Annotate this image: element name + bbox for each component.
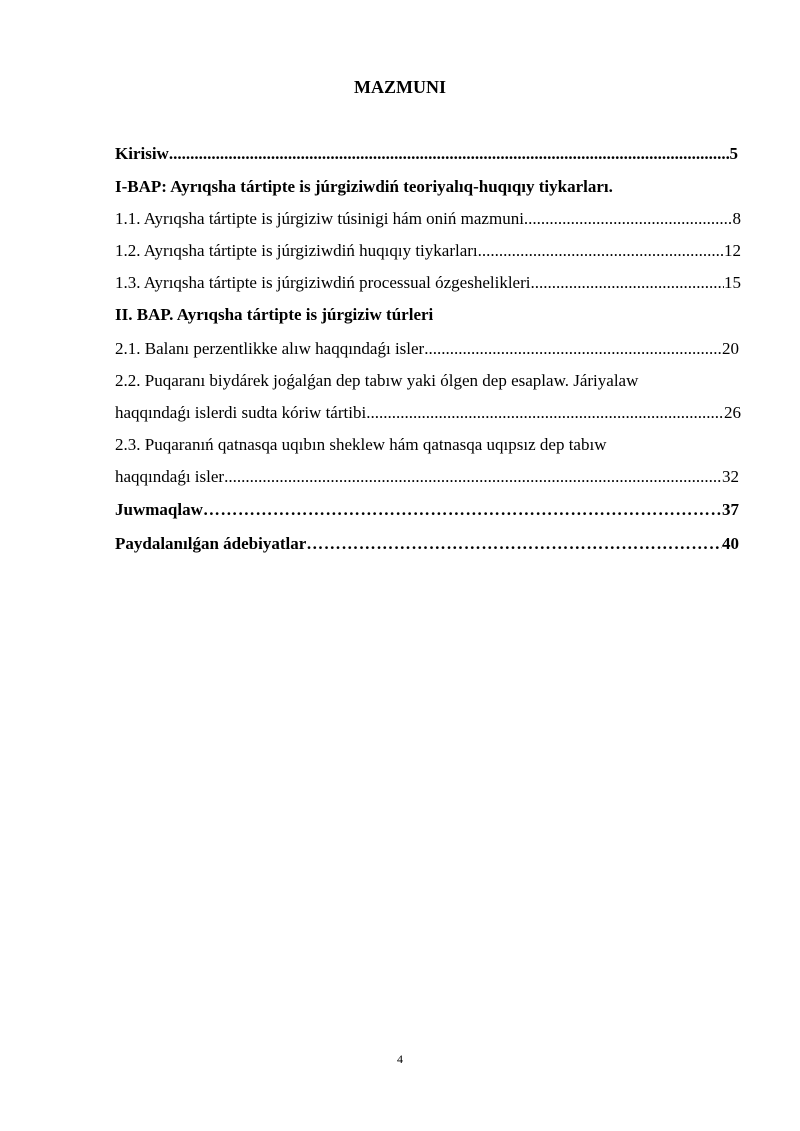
dot-leader: [524, 208, 733, 230]
dot-leader: [424, 338, 722, 360]
toc-entry-2-2-line-1[interactable]: [115, 370, 638, 392]
toc-entry-label: haqqındaǵı islerdi sudta kóriw tártibi: [115, 403, 367, 422]
toc-chapter-2-heading[interactable]: [115, 304, 433, 326]
toc-entry-label: 1.2. Ayrıqsha tártipte is júrgiziwdiń huqıqıy tiykarları: [115, 241, 478, 260]
toc-chapter-1-heading[interactable]: [115, 176, 613, 198]
dot-leader: [478, 240, 724, 262]
toc-entry-page: 5: [729, 144, 738, 163]
toc-entry-2-3-line-1[interactable]: [115, 434, 606, 456]
toc-entry-label: 1.3. Ayrıqsha tártipte is júrgiziwdiń processual ózgeshelikleri: [115, 273, 531, 292]
dot-leader: [366, 402, 724, 424]
toc-entry-label: Kirisiw: [115, 144, 169, 163]
toc-entry-juwmaqlaw[interactable]: [115, 499, 739, 521]
toc-entry-page: 40: [722, 534, 739, 553]
dot-leader: [224, 466, 722, 488]
toc-entry-page: 15: [724, 273, 741, 292]
toc-entry-paydalanilgan-adebiyatlar[interactable]: [115, 533, 739, 555]
toc-entry-label: Paydalanılǵan ádebiyatlar: [115, 534, 307, 553]
toc-entry-page: 20: [722, 339, 739, 358]
toc-entry-page: 32: [722, 467, 739, 486]
toc-entry-label: 1.1. Ayrıqsha tártipte is júrgiziw túsinigi hám oniń mazmuni: [115, 209, 524, 228]
dot-leader: [306, 533, 722, 555]
toc-entry-label: 2.2. Puqaranı biydárek joǵalǵan dep tabıw yaki ólgen dep esaplaw. Járiyalaw: [115, 371, 639, 390]
toc-entry-1-1[interactable]: [115, 208, 741, 230]
toc-entry-label: haqqındaǵı isler: [115, 467, 225, 486]
toc-entry-page: 12: [724, 241, 741, 260]
toc-entry-2-2-line-2[interactable]: [115, 402, 741, 424]
toc-entry-2-3-line-2[interactable]: [115, 466, 739, 488]
toc-entry-1-3[interactable]: [115, 272, 741, 294]
page-number: 4: [397, 1052, 403, 1066]
toc-entry-page: 8: [732, 209, 741, 228]
toc-entry-page: 37: [722, 500, 739, 519]
toc-entry-label: Juwmaqlaw: [115, 500, 203, 519]
toc-entry-kirisiw[interactable]: [115, 143, 738, 165]
toc-entry-label: 2.1. Balanı perzentlikke alıw haqqındaǵı isler: [115, 339, 425, 358]
toc-entry-label: I-BAP: Ayrıqsha tártipte is júrgiziwdiń teoriyalıq-huqıqıy tiykarları.: [115, 177, 613, 196]
toc-entry-label: 2.3. Puqaranıń qatnasqa uqıbın sheklew hám qatnasqa uqıpsız dep tabıw: [115, 435, 607, 454]
page-title: MAZMUNI: [354, 77, 446, 97]
dot-leader: [203, 499, 722, 521]
toc-entry-page: 26: [724, 403, 741, 422]
toc-entry-1-2[interactable]: [115, 240, 741, 262]
toc-entry-2-1[interactable]: [115, 338, 739, 360]
toc-entry-label: II. BAP. Ayrıqsha tártipte is júrgiziw túrleri: [115, 305, 434, 324]
dot-leader: [169, 143, 730, 165]
dot-leader: [530, 272, 724, 294]
